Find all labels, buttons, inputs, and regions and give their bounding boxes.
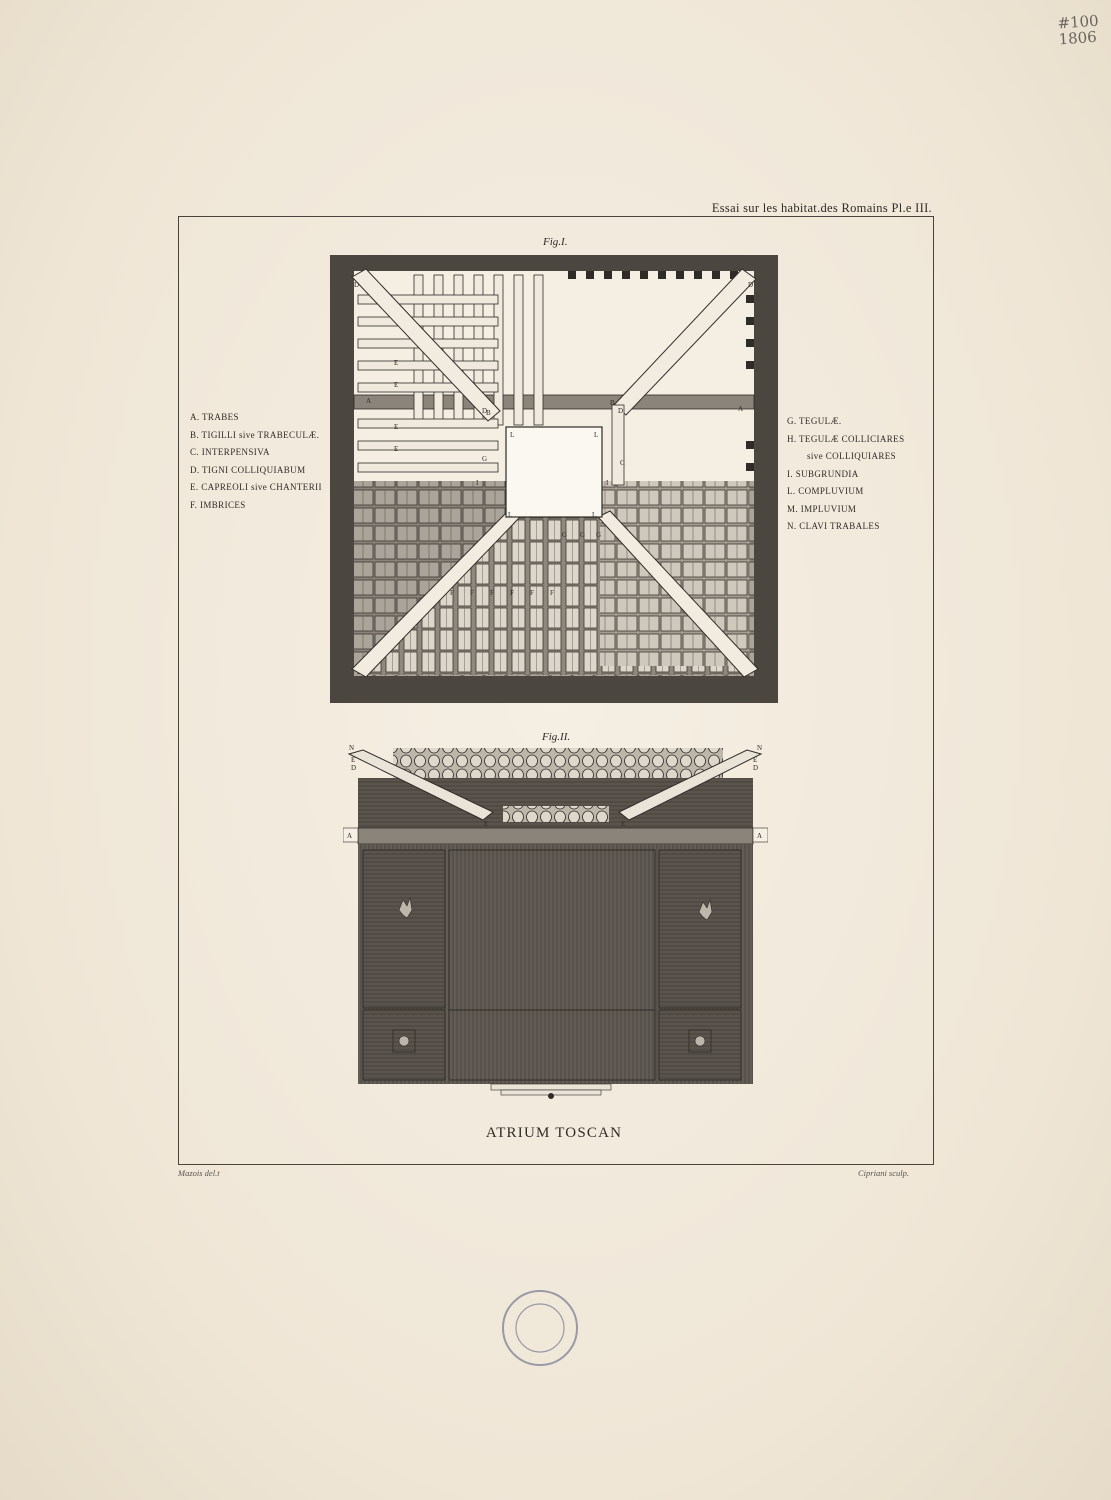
fig1-letter-d: D bbox=[354, 281, 360, 289]
legend-item: L. COMPLUVIUM bbox=[787, 486, 864, 496]
fig1-roof-plan bbox=[330, 255, 778, 703]
svg-text:L: L bbox=[508, 511, 513, 519]
svg-text:B: B bbox=[610, 399, 615, 407]
svg-text:E: E bbox=[621, 820, 626, 828]
legend-item: H. TEGULÆ COLLICIARES bbox=[787, 433, 905, 444]
legend-item: C. INTERPENSIVA bbox=[190, 447, 270, 457]
svg-text:E: E bbox=[394, 423, 399, 431]
svg-text:C: C bbox=[620, 459, 625, 467]
svg-text:A: A bbox=[347, 832, 353, 840]
svg-text:F: F bbox=[490, 589, 494, 597]
legend-item: M. IMPLUVIUM bbox=[787, 503, 857, 514]
fig2-label: Fig.II. bbox=[542, 731, 571, 743]
svg-text:A: A bbox=[757, 832, 763, 840]
svg-text:L: L bbox=[510, 431, 515, 439]
svg-text:D: D bbox=[753, 764, 759, 772]
fig1-label: Fig.I. bbox=[543, 236, 568, 248]
svg-text:E: E bbox=[484, 820, 489, 828]
svg-text:N: N bbox=[349, 744, 355, 752]
credit-delineator: Mazois del.t bbox=[178, 1168, 220, 1178]
legend-item: D. TIGNI COLLIQUIABUM bbox=[190, 464, 306, 475]
svg-text:F: F bbox=[550, 589, 554, 597]
svg-text:G: G bbox=[596, 531, 602, 539]
legend-item: G. TEGULÆ. bbox=[787, 416, 842, 426]
svg-text:E: E bbox=[394, 359, 399, 367]
svg-text:L: L bbox=[592, 511, 597, 519]
legend-item: N. CLAVI TRABALES bbox=[787, 521, 880, 531]
svg-text:G: G bbox=[482, 455, 488, 463]
svg-text:E: E bbox=[351, 756, 356, 764]
legend-right bbox=[787, 413, 904, 536]
plate-title: ATRIUM TOSCAN bbox=[485, 1125, 623, 1141]
legend-left bbox=[190, 409, 322, 514]
handwritten-note: #100 1806 bbox=[1056, 11, 1100, 49]
legend-item: F. IMBRICES bbox=[190, 499, 246, 510]
svg-text:N: N bbox=[757, 744, 763, 752]
svg-text:G: G bbox=[580, 531, 586, 539]
svg-text:F: F bbox=[450, 589, 454, 597]
legend-item: sive COLLIQUIARES bbox=[807, 451, 897, 461]
svg-text:B: B bbox=[486, 409, 491, 417]
svg-text:A: A bbox=[366, 397, 372, 405]
svg-text:L: L bbox=[594, 431, 599, 439]
svg-text:D: D bbox=[618, 407, 624, 415]
legend-item: B. TIGILLI sive TRABECULÆ. bbox=[190, 429, 320, 440]
svg-text:I: I bbox=[606, 479, 609, 487]
svg-text:D: D bbox=[351, 764, 357, 772]
svg-text:E: E bbox=[394, 445, 399, 453]
fig2-section bbox=[343, 740, 768, 1100]
legend-item: A. TRABES bbox=[190, 412, 239, 422]
legend-item: E. CAPREOLI sive CHANTERII bbox=[190, 482, 322, 492]
library-stamp bbox=[500, 1288, 580, 1368]
svg-text:D: D bbox=[482, 407, 488, 415]
svg-text:A: A bbox=[738, 405, 744, 413]
svg-text:F: F bbox=[510, 589, 514, 597]
credit-engraver: Cipriani sculp. bbox=[858, 1168, 910, 1178]
svg-text:G: G bbox=[562, 531, 568, 539]
svg-text:E: E bbox=[394, 381, 399, 389]
svg-text:D: D bbox=[748, 281, 754, 289]
svg-text:E: E bbox=[753, 756, 758, 764]
svg-text:I: I bbox=[476, 479, 479, 487]
running-title: Essai sur les habitat.des Romains Pl.e III. bbox=[711, 201, 932, 215]
legend-item: I. SUBGRUNDIA bbox=[787, 468, 859, 479]
svg-text:F: F bbox=[470, 589, 474, 597]
svg-text:F: F bbox=[530, 589, 534, 597]
